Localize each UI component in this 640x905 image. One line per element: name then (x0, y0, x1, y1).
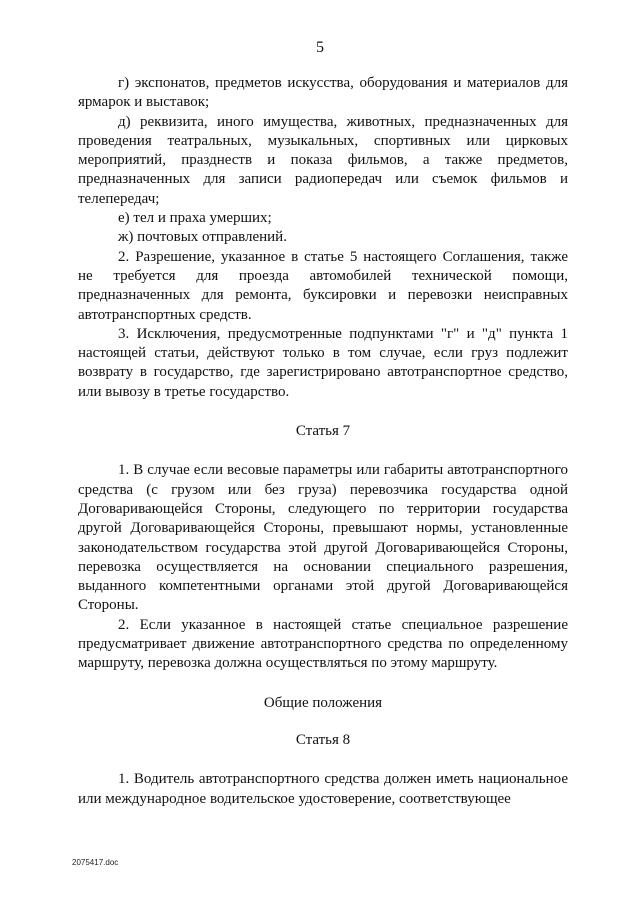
page-number: 5 (316, 39, 324, 56)
article-7-paragraph-1: 1. В случае если весовые параметры или габариты автотранспортного средства (с грузом или без груза) перевозчика государства одной Договаривающейся Стороны, следующего по территории государства другой Договаривающейся Стороны, превышают нормы, установленные законодательством государства этой другой Договаривающейся Стороны, перевозка осуществляется на основании специального разрешения, выданного компетентными органами этой другой Договаривающейся Стороны. (78, 462, 568, 614)
paragraph-item-e: е) тел и праха умерших; (118, 210, 272, 227)
paragraph-item-zh: ж) почтовых отправлений. (118, 229, 287, 246)
paragraph-item-d: д) реквизита, иного имущества, животных, предназначенных для проведения театральных, музыкальных, спортивных или цирковых мероприятий, празднеств и показа фильмов, а также предметов, предназначенных для записи радиопередач или съемок фильмов и телепередач; (78, 113, 568, 207)
article-8-heading: Статья 8 (295, 731, 351, 748)
document-body (78, 74, 568, 809)
document-reference: 2075417.doc (72, 858, 119, 867)
paragraph-item-g: г) экспонатов, предметов искусства, оборудования и материалов для ярмарок и выставок; (78, 75, 568, 111)
paragraph-clause-2: 2. Разрешение, указанное в статье 5 настоящего Соглашения, также не требуется для проезда автомобилей технической помощи, предназначенных для ремонта, буксировки и перевозки неисправных автотранспортных средств. (78, 248, 568, 323)
article-8-paragraph-1: 1. Водитель автотранспортного средства должен иметь национальное или международное водительское удостоверение, соответствующее (78, 771, 568, 807)
article-7-heading: Статья 7 (295, 423, 351, 440)
paragraph-clause-3: 3. Исключения, предусмотренные подпунктами "г" и "д" пункта 1 настоящей статьи, действуют только в том случае, если груз подлежит возврату в государство, где зарегистрировано автотранспортное средство, или вывозу в третье государство. (78, 325, 568, 400)
section-heading: Общие положения (263, 694, 383, 711)
article-7-paragraph-2: 2. Если указанное в настоящей статье специальное разрешение предусматривает движение автотранспортного средства по определенному маршруту, перевозка должна осуществляться по этому маршруту. (78, 616, 568, 672)
